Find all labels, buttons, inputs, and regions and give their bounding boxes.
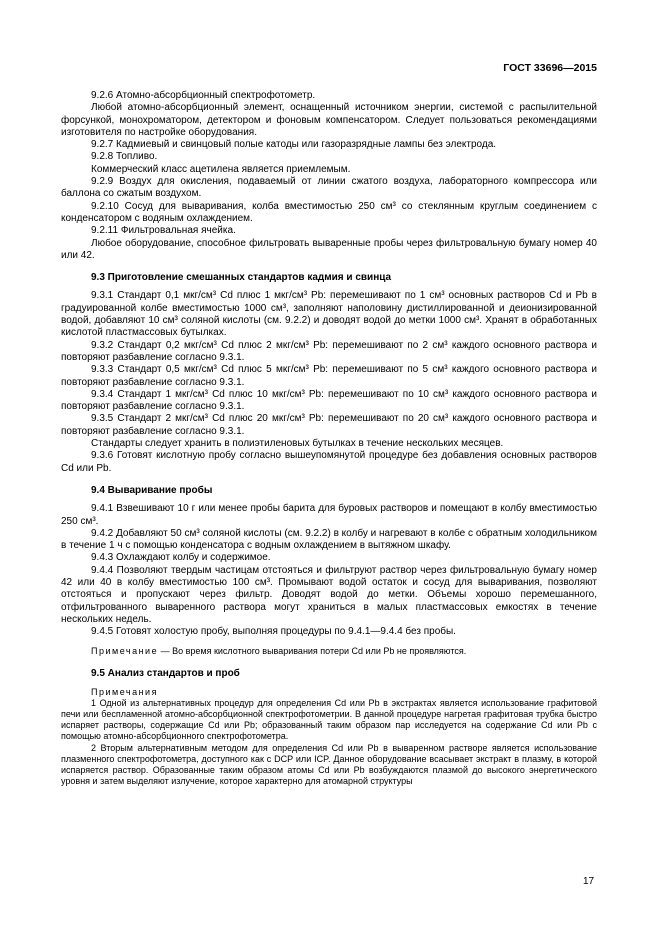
document-id-header: ГОСТ 33696—2015 (503, 62, 597, 74)
paragraph: 9.2.11 Фильтровальная ячейка. (91, 225, 236, 237)
section-heading-9-5: 9.5 Анализ стандартов и проб (91, 667, 240, 679)
note-item: 2 Вторым альтернативным методом для определения Cd или Pb в вываренном растворе является использование плазменного спектрофотометра, доступного как с DCP или ICP. Данное оборудование всасывает экстракт в плазму, в которой испаряется раствор. Образованные таким образом атомы Cd или Pb возбуждаются плазмой до высокого энергетического уровня и затем выделяют излучение, которое характерно для атомарной структуры (61, 742, 597, 786)
section-heading-9-3: 9.3 Приготовление смешанных стандартов кадмия и свинца (91, 272, 392, 284)
paragraph: 9.4.1 Взвешивают 10 г или менее пробы барита для буровых растворов и помещают в колбу вместимостью 250 см³. (61, 503, 597, 527)
note-9-4 (61, 646, 597, 657)
paragraph: 9.4.4 Позволяют твердым частицам отстояться и фильтруют раствор через фильтровальную бумагу номер 42 или 40 в колбу вместимостью 100 см³. Промывают водой остаток и сосуд для вываривания, позволяют отстояться и пропускают через фильтр. Доводят водой до метки. Объемы хорошо перемешанного, отфильтрованного вываренного раствора могут храниться в малых пластмассовых емкостях в течение нескольких недель. (61, 564, 597, 625)
paragraph: 9.2.6 Атомно-абсорбционный спектрофотометр. (91, 90, 316, 101)
paragraph: 9.3.3 Стандарт 0,5 мкг/см³ Cd плюс 5 мкг/см³ Pb: перемешивают по 5 см³ каждого основного раствора и повторяют разбавление согласно 9.3.1. (61, 364, 597, 388)
notes-label: Примечания (91, 686, 158, 697)
paragraph: 9.3.6 Готовят кислотную пробу согласно вышеупомянутой процедуре без добавления основных растворов Cd или Pb. (61, 450, 597, 474)
note-item: 1 Одной из альтернативных процедур для определения Cd или Pb в экстрактах является использование графитовой печи или беспламенной атомно-абсорбционной спектрофотометрии. В данной процедуре нагретая графитовая трубка быстро испаряет растворы, содержащие Cd или Pb; образованный таким образом пар исследуется на содержание Cd или Pb с помощью атомно-абсорбционного спектрофотометра. (61, 698, 597, 742)
paragraph: 9.3.5 Стандарт 2 мкг/см³ Cd плюс 20 мкг/см³ Pb: перемешивают по 20 см³ каждого основного раствора и повторяют разбавление согласно 9.3.1. (61, 413, 597, 437)
note-label: Примечание (91, 646, 159, 657)
paragraph: 9.2.7 Кадмиевый и свинцовый полые катоды или газоразрядные лампы без электрода. (91, 139, 497, 151)
paragraph: 9.4.3 Охлаждают колбу и содержимое. (91, 552, 271, 564)
paragraph: 9.3.2 Стандарт 0,2 мкг/см³ Cd плюс 2 мкг/см³ Pb: перемешивают по 2 см³ каждого основного раствора и повторяют разбавление согласно 9.3.1. (61, 339, 597, 363)
document-body (61, 90, 597, 787)
page-number: 17 (583, 876, 595, 887)
paragraph: Любое оборудование, способное фильтровать вываренные пробы через фильтровальную бумагу номер 40 или 42. (61, 237, 597, 261)
paragraph: 9.2.8 Топливо. (91, 151, 158, 163)
paragraph: Коммерческий класс ацетилена является приемлемым. (91, 163, 351, 175)
paragraph: 9.4.2 Добавляют 50 см³ соляной кислоты (см. 9.2.2) в колбу и нагревают в колбе с обратным холодильником в течение 1 ч с помощью конденсатора с водным охлаждением в вытяжном шкафу. (61, 527, 597, 552)
paragraph: 9.2.9 Воздух для окисления, подаваемый от линии сжатого воздуха, лабораторного компрессора или баллона со сжатым воздухом. (61, 176, 597, 200)
paragraph: Стандарты следует хранить в полиэтиленовых бутылках в течение нескольких месяцев. (91, 438, 504, 450)
paragraph: 9.3.4 Стандарт 1 мкг/см³ Cd плюс 10 мкг/см³ Pb: перемешивают по 10 см³ каждого основного раствора и повторяют разбавление согласно 9.3.1. (61, 388, 597, 413)
paragraph: 9.4.5 Готовят холостую пробу, выполняя процедуры по 9.4.1—9.4.4 без пробы. (91, 626, 456, 638)
note-text: — Во время кислотного вываривания потери Cd или Pb не проявляются. (160, 646, 467, 657)
paragraph: Любой атомно-абсорбционный элемент, оснащенный источником энергии, системой с распылительной форсункой, монохроматором, детектором и фоновым компенсатором. Следует пользоваться рекомендациями изготовителя по настройке оборудования. (61, 102, 597, 138)
paragraph: 9.2.10 Сосуд для вываривания, колба вместимостью 250 см³ со стеклянным круглым соединением с конденсатором с водяным охлаждением. (61, 200, 597, 224)
section-heading-9-4: 9.4 Вываривание пробы (91, 484, 213, 496)
paragraph: 9.3.1 Стандарт 0,1 мкг/см³ Cd плюс 1 мкг/см³ Pb: перемешивают по 1 см³ основных растворов Cd и Pb в градуированной колбе вместимостью 1000 см³, заполняют наполовину дистиллированной и деионизированной водой, добавляют 10 см³ соляной кислоты (см. 9.2.2) и доводят водой до метки 1000 см³. Хранят в обработанных кислотой пластмассовых бутылках. (61, 290, 597, 339)
